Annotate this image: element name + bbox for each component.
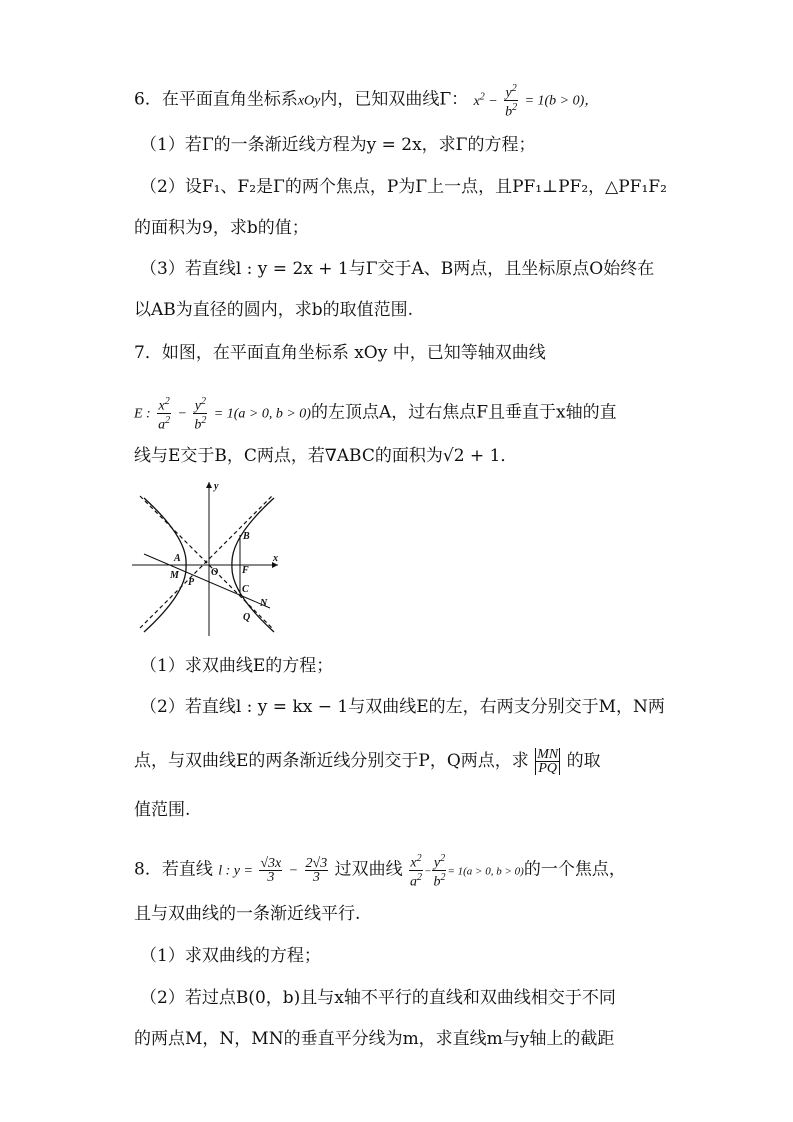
label-N: N bbox=[260, 598, 268, 609]
label-F: F bbox=[242, 565, 249, 576]
p6-line-6: 以AB为直径的圆内，求b的取值范围. bbox=[134, 300, 414, 320]
line-l bbox=[144, 554, 270, 608]
p8-q1: （1）求双曲线的方程； bbox=[140, 946, 321, 966]
p7-q2: （2）若直线l : y = kx − 1与双曲线E的左，右两支分别交于M，N两 bbox=[140, 697, 665, 717]
label-Q: Q bbox=[243, 612, 251, 623]
hyperbola-figure bbox=[130, 478, 280, 638]
label-O: O bbox=[211, 567, 219, 578]
p8-q2: （2）若过点B(0，b)且与x轴不平行的直线和双曲线相交于不同 bbox=[140, 988, 616, 1008]
p7-q3: 点，与双曲线E的两条渐近线分别交于P，Q两点，求 $\frac{MN}{PQ}$ 的取 bbox=[134, 747, 601, 776]
p7-line-1: 7．如图，在平面直角坐标系 xOy 中，已知等轴双曲线 bbox=[134, 343, 546, 363]
p6-line-1: 6．在平面直角坐标系xOy内，已知双曲线Γ： $x^2$ − $\frac{y^2}{b^2}$ = 1(b > 0)， bbox=[134, 83, 599, 120]
p6-line-4: 的面积为9，求b的值； bbox=[134, 218, 309, 238]
p7-line-3: 线与E交于B，C两点，若∇ABC的面积为√2 + 1． bbox=[134, 446, 518, 466]
p6-line-3: （2）设F₁、F₂是Γ的两个焦点，P为Γ上一点，且PF₁⊥PF₂，△PF₁F₂ bbox=[140, 177, 667, 197]
p8-line-1: 8．若直线 l : y = $\frac{√3x}{3}$ − $\frac{2√3}{3}$ 过双曲线 $\frac{x^2}{a^2}$ − $\frac{y^2}{b^2}$ = 1(a > 0, b > 0)的一个焦点， bbox=[134, 853, 626, 890]
label-B: B bbox=[243, 531, 250, 542]
p7-q4: 值范围. bbox=[134, 800, 191, 820]
p6-line-2: （1）若Γ的一条渐近线方程为y = 2x，求Γ的方程； bbox=[140, 135, 536, 155]
label-C: C bbox=[242, 584, 249, 595]
label-x: x bbox=[273, 553, 278, 564]
p7-q1: （1）求双曲线E的方程； bbox=[140, 656, 334, 676]
p8-line-2: 且与双曲线的一条渐近线平行. bbox=[134, 904, 361, 924]
label-P: P bbox=[188, 577, 195, 588]
hyperbola-diagram bbox=[130, 478, 280, 638]
label-M: M bbox=[170, 570, 179, 581]
label-y: y bbox=[214, 481, 219, 492]
label-A: A bbox=[174, 553, 181, 564]
p7-line-2: E : $\frac{x^2}{a^2}$ − $\frac{y^2}{b^2}$ = 1(a > 0, b > 0)的左顶点A，过右焦点F且垂直于x轴的直 bbox=[134, 396, 617, 433]
y-axis-arrow-icon bbox=[206, 482, 212, 488]
p6-line-5: （3）若直线l : y = 2x + 1与Γ交于A、B两点，且坐标原点O始终在 bbox=[140, 259, 655, 279]
p8-q3: 的两点M，N，MN的垂直平分线为m，求直线m与y轴上的截距 bbox=[134, 1029, 615, 1049]
